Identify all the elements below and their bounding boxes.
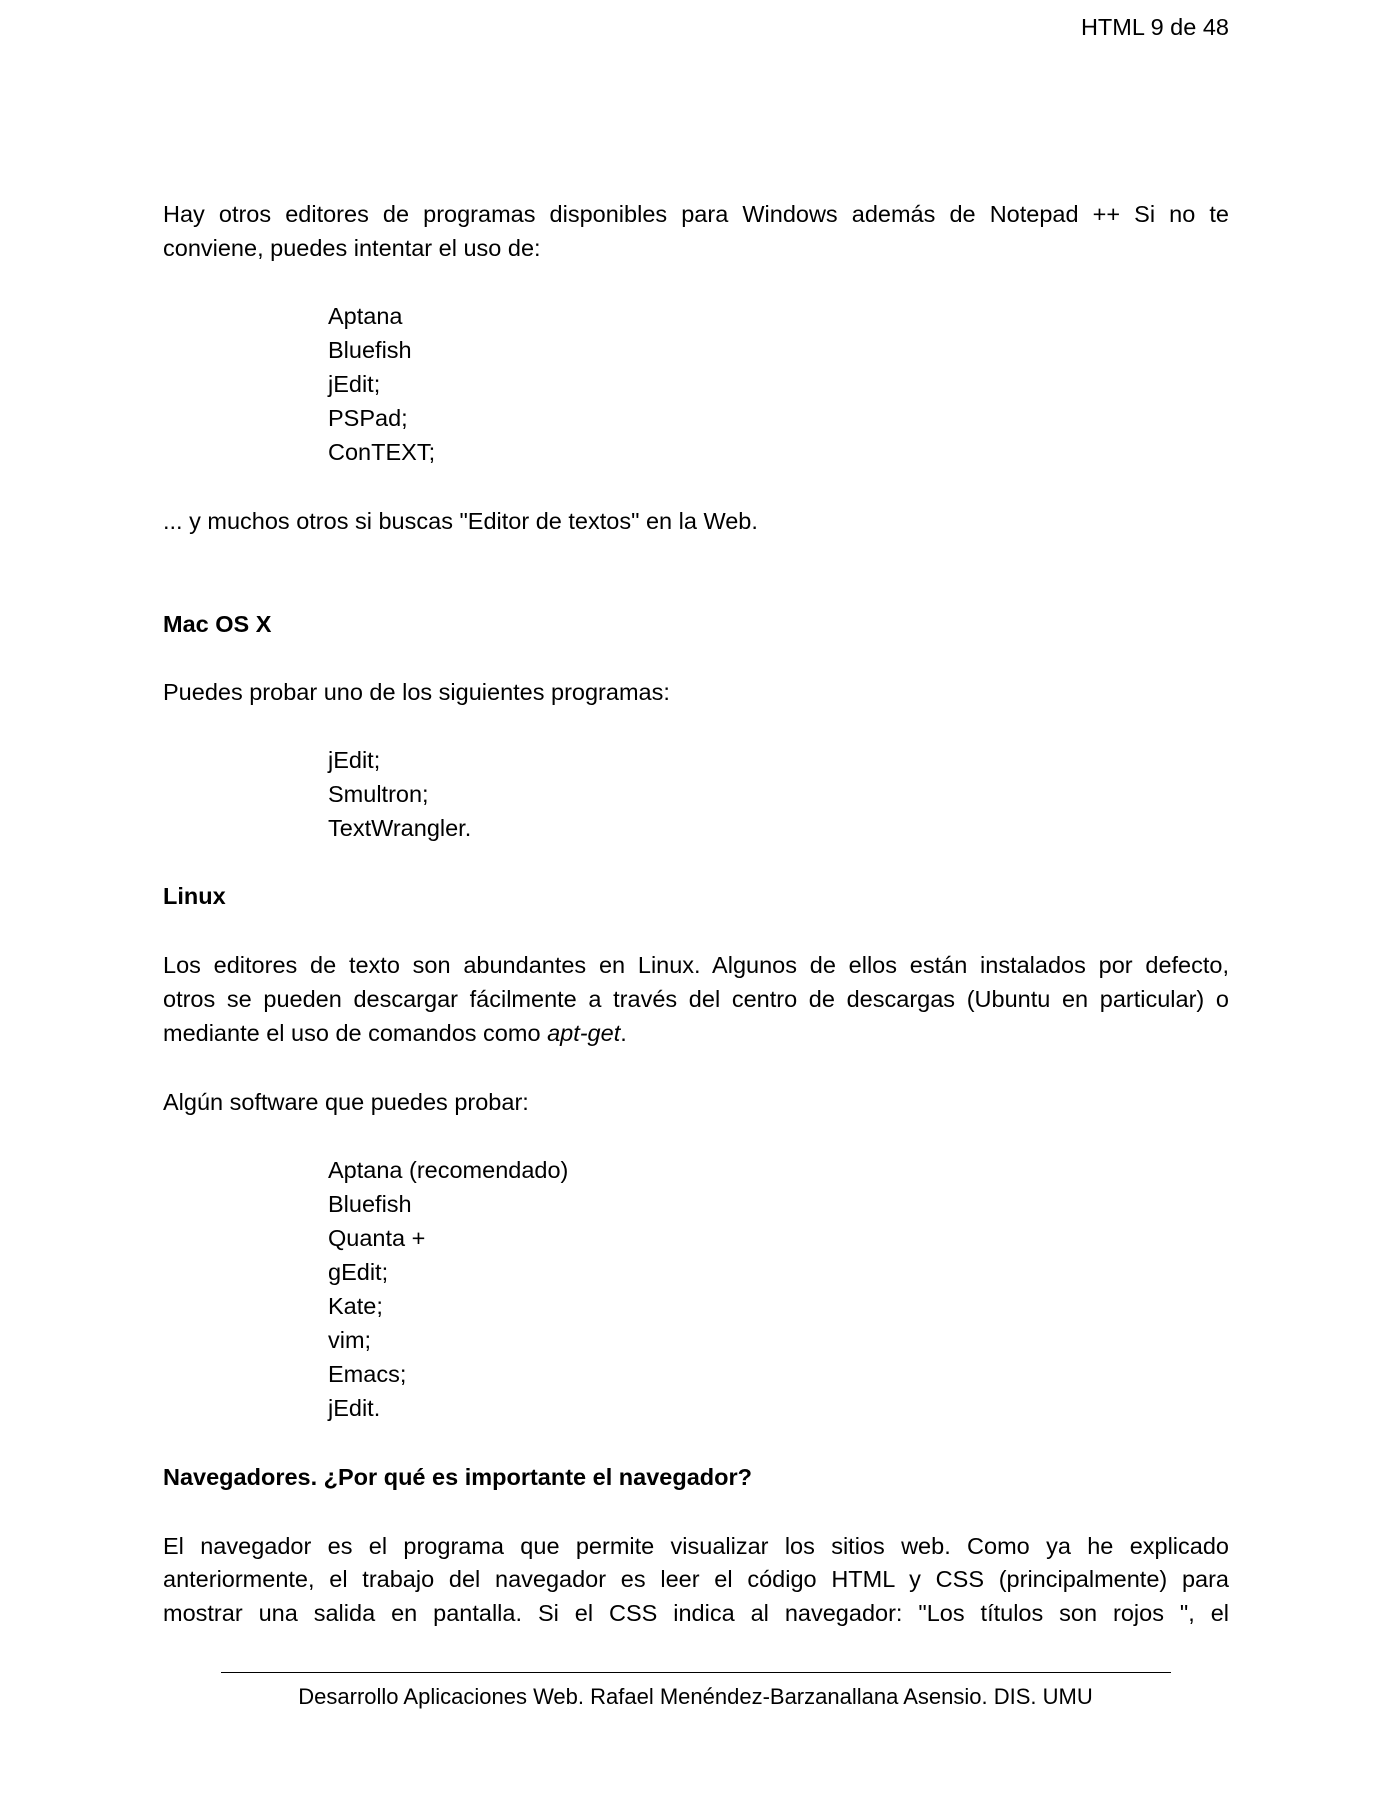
list-item: jEdit;	[328, 371, 381, 397]
command-apt-get: apt-get	[547, 1020, 621, 1046]
intro-line: Hay otros editores de programas disponibles para Windows además de Notepad ++ Si no te	[163, 201, 1229, 227]
linux-text2: Algún software que puedes probar:	[163, 1089, 529, 1115]
list-item: gEdit;	[328, 1259, 389, 1285]
linux-line: Los editores de texto son abundantes en Linux. Algunos de ellos están instalados por defecto,	[163, 952, 1229, 978]
list-item: Kate;	[328, 1293, 383, 1319]
list-item: jEdit.	[328, 1395, 381, 1421]
browsers-line: anteriormente, el trabajo del navegador es leer el código HTML y CSS (principalmente) para	[163, 1566, 1229, 1592]
linux-line: otros se pueden descargar fácilmente a través del centro de descargas (Ubuntu en particular) o	[163, 986, 1229, 1012]
linux-line	[163, 1016, 1229, 1050]
browsers-line: El navegador es el programa que permite visualizar los sitios web. Como ya he explicado	[163, 1533, 1229, 1559]
footer-rule	[221, 1672, 1171, 1673]
list-item: Smultron;	[328, 781, 429, 807]
list-item: Bluefish	[328, 337, 412, 363]
more-text: ... y muchos otros si buscas "Editor de textos" en la Web.	[163, 508, 758, 534]
list-item: Quanta +	[328, 1225, 426, 1251]
list-item: Aptana	[328, 303, 403, 329]
list-item: Emacs;	[328, 1361, 407, 1387]
list-item: Aptana (recomendado)	[328, 1157, 569, 1183]
linux-heading: Linux	[163, 883, 226, 909]
period: .	[620, 1020, 627, 1046]
list-item: jEdit;	[328, 747, 381, 773]
page-number: HTML 9 de 48	[1080, 14, 1229, 40]
list-item: PSPad;	[328, 405, 408, 431]
list-item: ConTEXT;	[328, 439, 436, 465]
list-item: vim;	[328, 1327, 372, 1353]
footer-text: Desarrollo Aplicaciones Web. Rafael Menéndez-Barzanallana Asensio. DIS. UMU	[298, 1684, 1093, 1709]
browsers-line: mostrar una salida en pantalla. Si el CSS indica al navegador: "Los títulos son rojos ", el	[163, 1600, 1229, 1626]
mac-text: Puedes probar uno de los siguientes programas:	[163, 679, 670, 705]
browsers-heading: Navegadores. ¿Por qué es importante el navegador?	[163, 1464, 752, 1490]
list-item: Bluefish	[328, 1191, 412, 1217]
mac-heading: Mac OS X	[163, 611, 272, 637]
linux-line-text: mediante el uso de comandos como	[163, 1020, 548, 1046]
intro-line: conviene, puedes intentar el uso de:	[163, 235, 541, 261]
list-item: TextWrangler.	[328, 815, 472, 841]
